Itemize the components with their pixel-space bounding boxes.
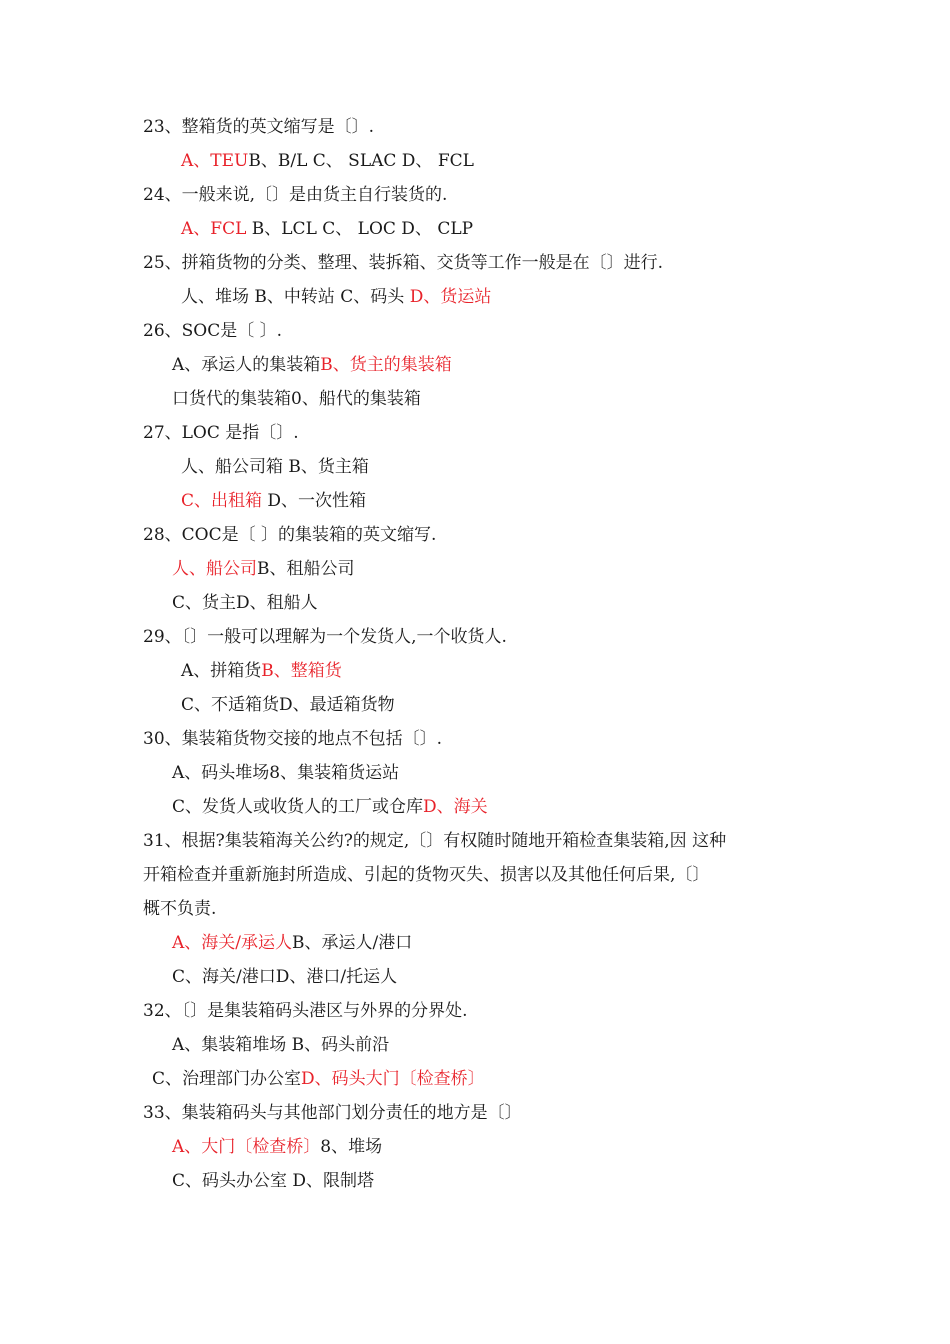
- correct-answer: A、TEU: [181, 151, 249, 171]
- answer-options: [172, 592, 318, 614]
- option-text: C、海关/港口D、港口/托运人: [172, 967, 398, 987]
- option-text: A、码头堆场8、集装箱货运站: [172, 763, 400, 783]
- option-text: C、货主D、租船人: [172, 593, 318, 613]
- option-text: A、拼箱货: [181, 661, 262, 681]
- correct-answer: A、FCL: [181, 219, 247, 239]
- answer-options: [172, 966, 397, 988]
- question-stem: 开箱检查并重新施封所造成、引起的货物灭失、损害以及其他任何后果,〔〕: [143, 865, 710, 885]
- option-text: 口货代的集装箱0、船代的集装箱: [172, 389, 421, 409]
- option-text: C、治理部门办公室: [152, 1069, 302, 1089]
- answer-options: [172, 762, 399, 784]
- option-text: 人、船公司箱 B、货主箱: [181, 457, 369, 477]
- correct-answer: 人、船公司: [172, 559, 257, 579]
- answer-options: [181, 150, 474, 172]
- correct-answer: C、出租箱: [181, 491, 263, 511]
- correct-answer: B、整箱货: [261, 661, 342, 681]
- correct-answer: D、海关: [423, 797, 488, 817]
- answer-options: [172, 932, 412, 954]
- answer-options: [172, 354, 452, 376]
- answer-options: [152, 1068, 485, 1090]
- answer-options: [181, 694, 395, 716]
- answer-options: [181, 490, 366, 512]
- option-text: B、B/L C、 SLAC D、 FCL: [248, 151, 474, 171]
- answer-options: [172, 796, 488, 818]
- question-stem: 31、根据?集装箱海关公约?的规定,〔〕有权随时随地开箱检查集装箱,因 这种: [143, 831, 727, 851]
- correct-answer: A、海关/承运人: [172, 933, 293, 953]
- question-stem: 24、一般来说,〔〕是由货主自行装货的.: [143, 185, 448, 205]
- answer-options: [181, 218, 473, 240]
- correct-answer: D、码头大门〔检查桥〕: [301, 1069, 485, 1089]
- question-stem: 23、整箱货的英文缩写是〔〕.: [143, 117, 375, 137]
- option-text: C、发货人或收货人的工厂或仓库: [172, 797, 424, 817]
- option-text: C、码头办公室 D、限制塔: [172, 1171, 375, 1191]
- option-text: A、集装箱堆场 B、码头前沿: [172, 1035, 390, 1055]
- question-stem: 25、拼箱货物的分类、整理、装拆箱、交货等工作一般是在〔〕进行.: [143, 253, 664, 273]
- question-stem: 33、集装箱码头与其他部门划分责任的地方是〔〕: [143, 1103, 522, 1123]
- question-stem: 26、SOC是〔 〕.: [143, 321, 283, 341]
- answer-options: [181, 286, 491, 308]
- answer-options: [172, 558, 355, 580]
- correct-answer: D、货运站: [409, 287, 492, 307]
- answer-options: [172, 388, 421, 410]
- option-text: D、一次性箱: [262, 491, 367, 511]
- answer-options: [172, 1170, 374, 1192]
- question-stem: 27、LOC 是指〔〕.: [143, 423, 299, 443]
- option-text: B、承运人/港口: [292, 933, 413, 953]
- option-text: 8、堆场: [320, 1137, 383, 1157]
- answer-options: [181, 660, 342, 682]
- question-stem: 30、集装箱货物交接的地点不包括〔〕.: [143, 729, 443, 749]
- question-stem: 概不负责.: [143, 899, 217, 919]
- correct-answer: A、大门〔检查桥〕: [172, 1137, 321, 1157]
- option-text: B、LCL C、 LOC D、 CLP: [246, 219, 474, 239]
- answer-options: [181, 456, 369, 478]
- question-stem: 28、COC是〔 〕的集装箱的英文缩写.: [143, 525, 437, 545]
- option-text: B、租船公司: [257, 559, 355, 579]
- answer-options: [172, 1034, 389, 1056]
- option-text: A、承运人的集装箱: [172, 355, 321, 375]
- option-text: C、不适箱货D、最适箱货物: [181, 695, 395, 715]
- option-text: 人、堆场 B、中转站 C、码头: [181, 287, 410, 307]
- question-stem: 29、〔〕一般可以理解为一个发货人,一个收货人.: [143, 627, 507, 647]
- question-stem: 32、〔〕是集装箱码头港区与外界的分界处.: [143, 1001, 468, 1021]
- answer-options: [172, 1136, 382, 1158]
- correct-answer: B、货主的集装箱: [320, 355, 452, 375]
